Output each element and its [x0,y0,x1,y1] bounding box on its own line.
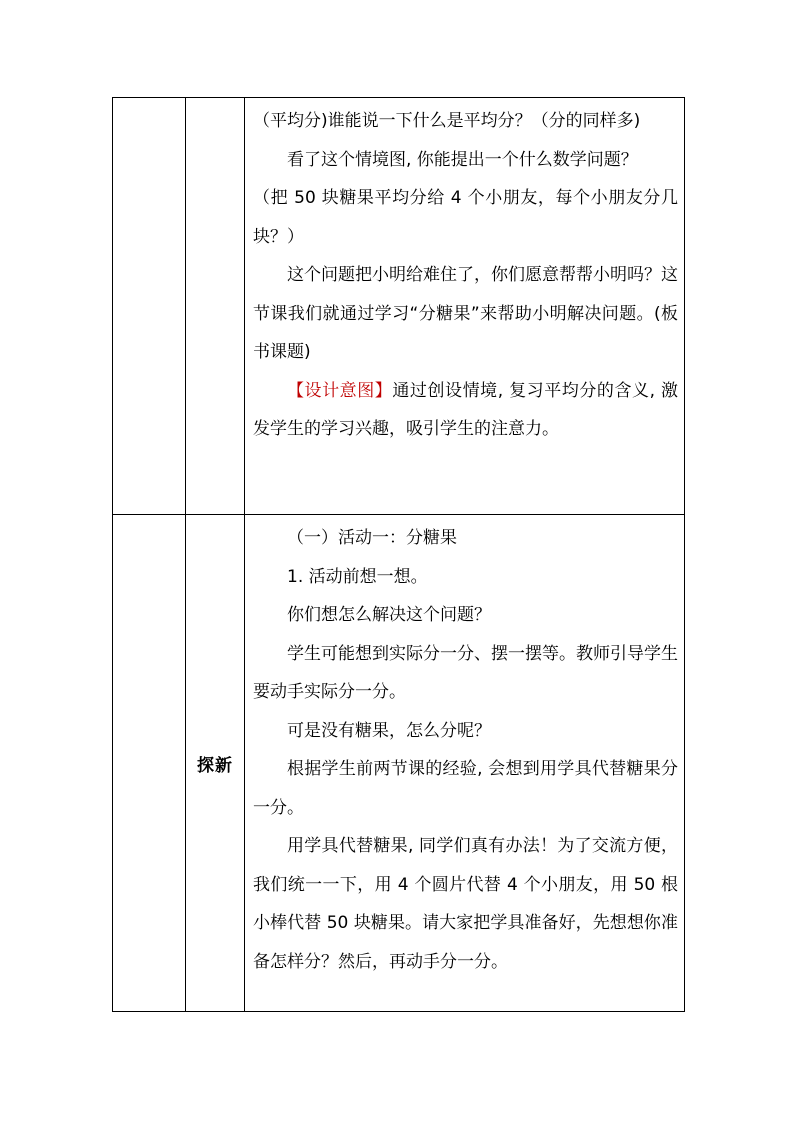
empty-cell [113,98,186,515]
paragraph: 你们想怎么解决这个问题？ [287,605,491,625]
paragraph: 看了这个情境图, 你能提出一个什么数学问题？ [287,149,638,170]
section-label [186,98,245,515]
spacer [253,449,678,489]
design-intent-text: 通过创设情境, 复习平均分的含义, 激发学生的学习兴趣，吸引学生的注意力。 [253,380,678,439]
paragraph: 学生可能想到实际分一分、摆一摆等。教师引导学生要动手实际分一分。 [253,643,678,702]
activity-heading: （一）活动一：分糖果 [287,528,457,548]
table-row [113,515,685,1012]
paragraph: 1. 活动前想一想。 [287,566,428,587]
section-content [245,515,685,1012]
empty-cell [113,515,186,1012]
paragraph: 这个问题把小明给难住了，你们愿意帮帮小明吗？这节课我们就通过学习“分糖果”来帮助小明解决问题。(板书课题) [253,265,678,362]
paragraph: 用学具代替糖果, 同学们真有办法！为了交流方便，我们统一一下，用 4 个圆片代替 4 个小朋友，用 50 根小棒代替 50 块糖果。请大家把学具准备好，先想想你准备怎样分？然后，再动手分一分。 [253,836,678,972]
paragraph: 根据学生前两节课的经验, 会想到用学具代替糖果分一分。 [253,759,678,818]
lesson-plan-table [112,97,685,1012]
design-intent-paragraph [253,372,678,449]
paragraph: 可是没有糖果，怎么分呢？ [287,720,491,741]
section-content [245,98,685,515]
table-row [113,98,685,515]
paragraph: （把 50 块糖果平均分给 4 个小朋友，每个小朋友分几块？） [253,188,678,247]
paragraph: （平均分)谁能说一下什么是平均分？（分的同样多) [253,111,641,131]
design-intent-label: 【设计意图】 [287,380,393,401]
section-label: 探新 [186,515,245,1012]
